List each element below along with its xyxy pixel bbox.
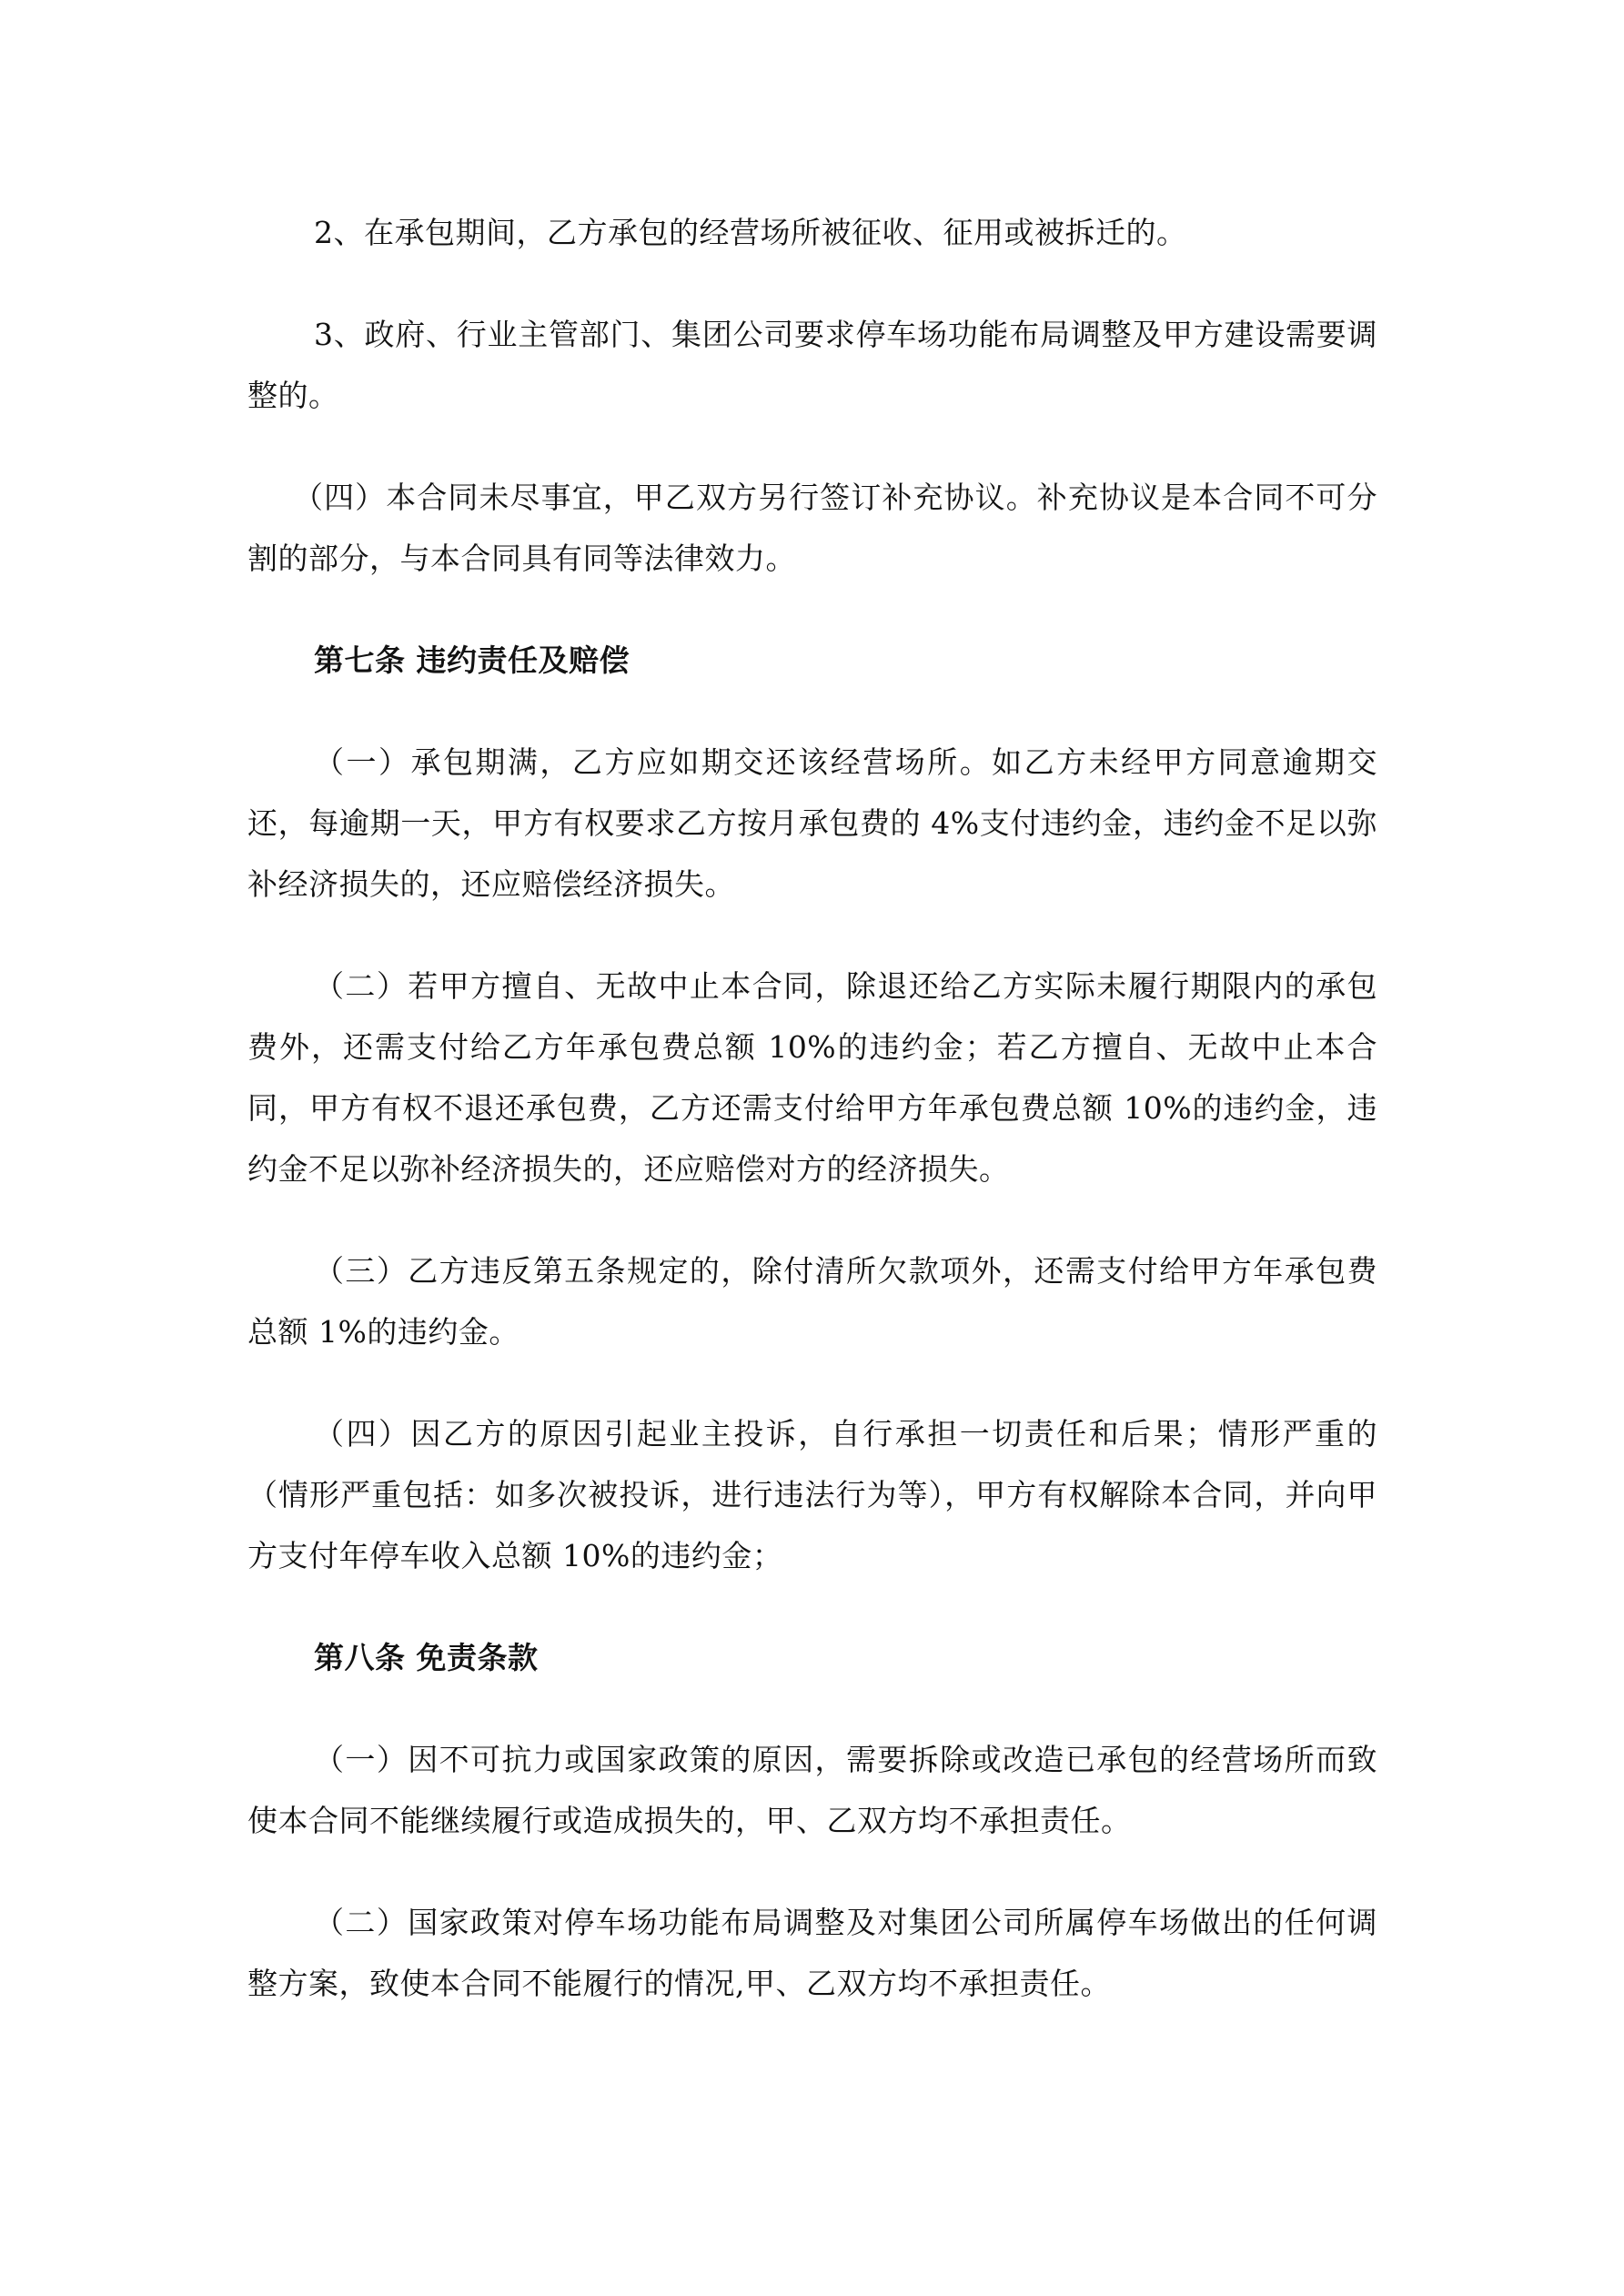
- clause-paragraph: （一）承包期满，乙方应如期交还该经营场所。如乙方未经甲方同意逾期交还，每逾期一天，甲方有权要求乙方按月承包费的 4%支付违约金，违约金不足以弥补经济损失的，还应赔偿经济损失。: [247, 744, 1377, 902]
- document-body: [247, 202, 1377, 2055]
- clause-paragraph: （二）若甲方擅自、无故中止本合同，除退还给乙方实际未履行期限内的承包费外，还需支付给乙方年承包费总额 10%的违约金；若乙方擅自、无故中止本合同，甲方有权不退还承包费，乙方还需支付给甲方年承包费总额 10%的违约金，违约金不足以弥补经济损失的，还应赔偿对方的经济损失。: [247, 968, 1377, 1187]
- clause-paragraph: （四）本合同未尽事宜，甲乙双方另行签订补充协议。补充协议是本合同不可分割的部分，与本合同具有同等法律效力。: [247, 480, 1377, 576]
- article-heading: 第七条 违约责任及赔偿: [314, 642, 630, 678]
- article-heading: 第八条 免责条款: [314, 1640, 539, 1675]
- clause-paragraph: 3、政府、行业主管部门、集团公司要求停车场功能布局调整及甲方建设需要调整的。: [247, 317, 1377, 413]
- clause-paragraph: （四）因乙方的原因引起业主投诉，自行承担一切责任和后果；情形严重的（情形严重包括：如多次被投诉，进行违法行为等），甲方有权解除本合同，并向甲方支付年停车收入总额 10%的违约金；: [247, 1416, 1377, 1573]
- clause-paragraph: （三）乙方违反第五条规定的，除付清所欠款项外，还需支付给甲方年承包费总额 1%的违约金。: [247, 1253, 1377, 1350]
- clause-paragraph: 2、在承包期间，乙方承包的经营场所被征收、征用或被拆迁的。: [314, 215, 1187, 250]
- clause-paragraph: （一）因不可抗力或国家政策的原因，需要拆除或改造已承包的经营场所而致使本合同不能继续履行或造成损失的，甲、乙双方均不承担责任。: [247, 1742, 1377, 1838]
- clause-paragraph: （二）国家政策对停车场功能布局调整及对集团公司所属停车场做出的任何调整方案，致使本合同不能履行的情况,甲、乙双方均不承担责任。: [247, 1905, 1377, 2001]
